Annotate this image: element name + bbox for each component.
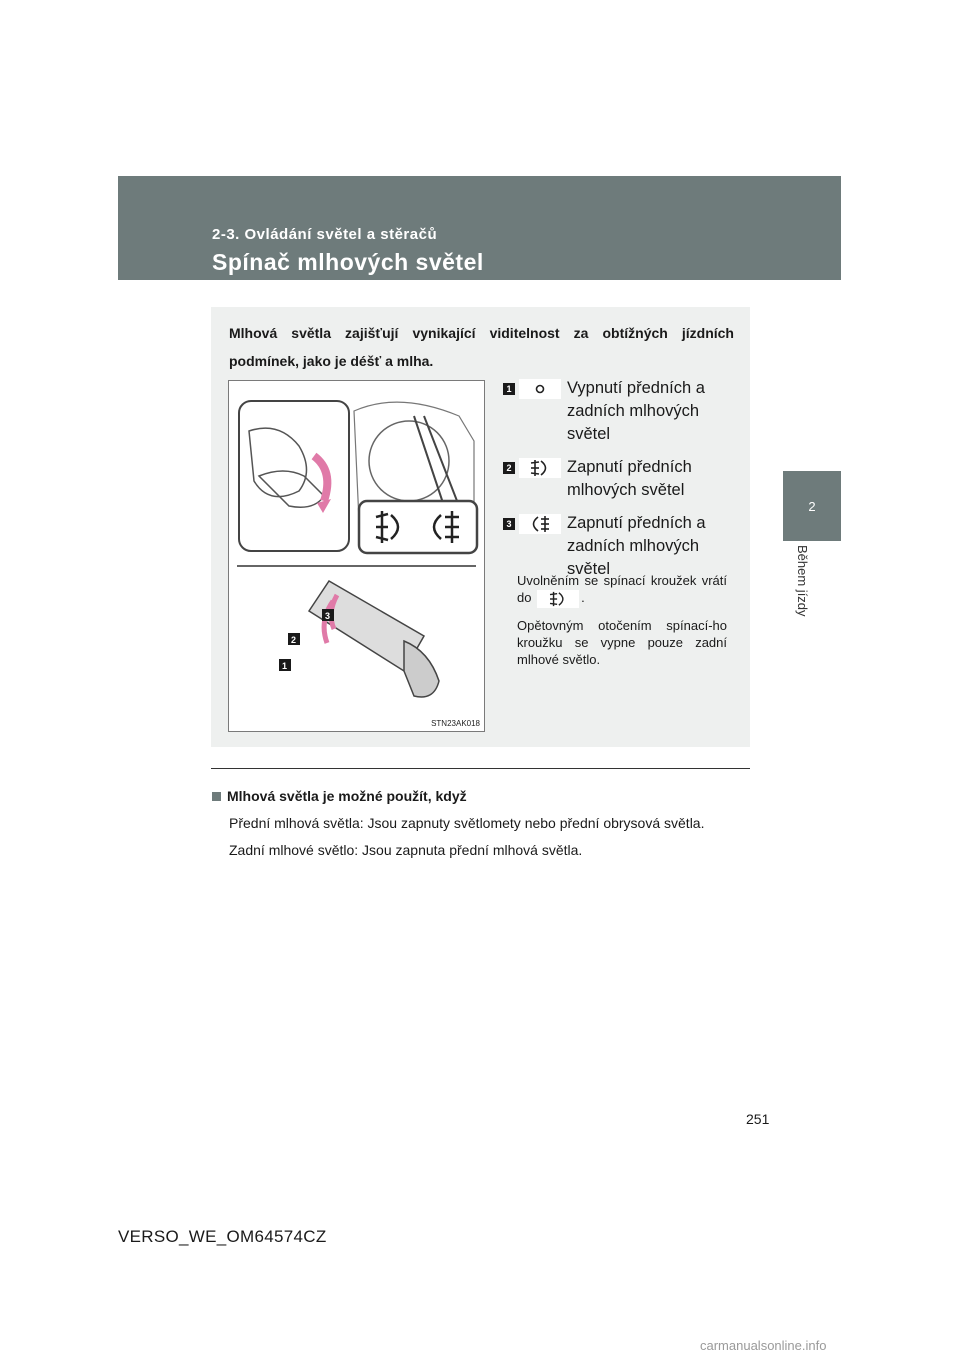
- hand-outline: [249, 428, 307, 496]
- condition-line: Zadní mlhové světlo: Jsou zapnuta přední mlhová světla.: [229, 842, 583, 858]
- svg-text:2: 2: [291, 635, 297, 645]
- hand-frame: [239, 401, 349, 551]
- intro-text: Mlhová světla zajišťují vynikající viditelnost za obtížných jízdních podmínek, jako je déšť a mlha.: [229, 325, 734, 369]
- rear-fog-icon: [519, 514, 561, 534]
- page-title: Spínač mlhových světel: [212, 249, 484, 275]
- svg-text:3: 3: [325, 611, 331, 621]
- page-number: 251: [746, 1111, 770, 1127]
- front-fog-icon: [519, 458, 561, 478]
- watermark: carmanualsonline.info: [700, 1338, 827, 1353]
- rotate-arrow: [314, 456, 327, 501]
- note-return: Uvolněním se spínací kroužek vrátí do .: [517, 572, 727, 608]
- position-list: [503, 377, 733, 591]
- item-text: Vypnutí předních a zadních mlhových světel: [567, 379, 705, 443]
- item-text: Zapnutí předních mlhových světel: [567, 458, 692, 499]
- conditions-heading: Mlhová světla je možné použít, když: [212, 788, 467, 804]
- section-rule: [211, 768, 750, 769]
- section-label: 2-3. Ovládání světel a stěračů: [212, 226, 438, 243]
- list-item: [503, 377, 733, 446]
- fog-switch-illustration: [228, 380, 485, 732]
- page-header: [118, 176, 841, 280]
- item-number: 3: [503, 518, 515, 530]
- chapter-tab[interactable]: [783, 471, 841, 541]
- bullet-square-icon: [212, 792, 221, 801]
- lever-end: [404, 641, 439, 697]
- item-text: Zapnutí předních a zadních mlhových světel: [567, 514, 706, 578]
- info-box: [211, 307, 750, 747]
- chapter-number: 2: [808, 498, 816, 514]
- notes: [517, 572, 727, 677]
- chapter-label: Během jízdy: [795, 545, 810, 617]
- steering-wheel: [369, 421, 449, 501]
- document-code: VERSO_WE_OM64574CZ: [118, 1227, 327, 1246]
- item-number: 1: [503, 383, 515, 395]
- note-second: Opětovným otočením spínací-ho kroužku se vypne pouze zadní mlhové světlo.: [517, 617, 727, 667]
- front-fog-icon: [537, 590, 579, 608]
- switch-knob: [259, 471, 324, 507]
- list-item: [503, 512, 733, 581]
- list-item: [503, 456, 733, 502]
- off-icon: [519, 379, 561, 399]
- item-number: 2: [503, 462, 515, 474]
- illustration-code: STN23AK018: [431, 719, 480, 728]
- svg-text:1: 1: [282, 661, 288, 671]
- illustration-drawing: [229, 381, 484, 731]
- condition-line: Přední mlhová světla: Jsou zapnuty světlomety nebo přední obrysová světla.: [229, 815, 705, 831]
